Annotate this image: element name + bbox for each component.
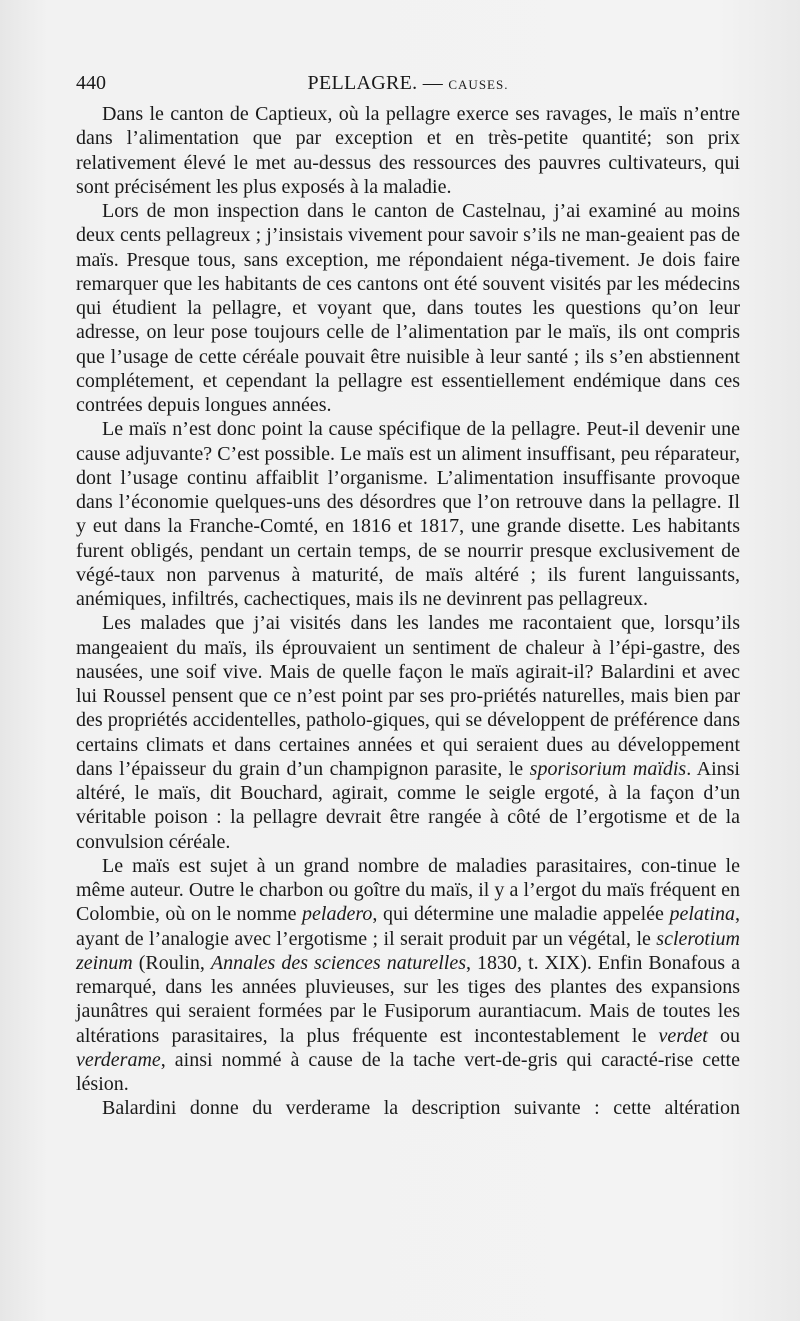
italic-term: Annales des sciences naturelles <box>210 951 466 974</box>
text-run: , ayant de l’analogie avec l’ergotisme ; il serait produit par un végétal, le <box>76 903 740 950</box>
running-head-subtitle: CAUSES. <box>448 77 509 92</box>
page-body-text <box>76 102 740 1121</box>
text-run: (Roulin, <box>132 951 211 974</box>
running-head <box>76 68 740 100</box>
text-run: Les malades que j’ai visités dans les landes me racontaient que, lorsqu’ils mangeaient du maïs, ils éprouvaient un sentiment de chaleur à l’épi-gastre, des nausées, une soif vive. Mais de quelle façon le maïs agirait-il? Balardini et avec lui Roussel pensent que ce n’est point par ses pro-priétés naturelles, mais bien par des propriétés accidentelles, patholo-giques, qui se développent de préférence dans certains climats et dans certaines années et qui seraient dues au développement dans l’épaisseur du grain d’un champignon parasite, le <box>76 612 740 780</box>
paragraph-2 <box>76 199 740 417</box>
paragraph-1 <box>76 102 740 199</box>
text-run: . Ainsi altéré, le maïs, dit Bouchard, agirait, comme le seigle ergoté, à la façon d’un véritable poison : la pellagre devrait être rangée à côté de l’ergotisme et de la convulsion céréale. <box>76 757 740 853</box>
text-run: Le maïs est sujet à un grand nombre de maladies parasitaires, con-tinue le même auteur. Outre le charbon ou goître du maïs, il y a l’ergot du maïs fréquent en Colombie, où on le nomme <box>76 854 740 926</box>
page-header <box>76 68 740 98</box>
text-run: , 1830, t. XIX). Enfin Bonafous a remarqué, dans les années pluvieuses, sur les tiges des plantes des expansions jaunâtres qui seraient formées par le Fusiporum aurantiacum. Mais de toutes les altérations parasitaires, la plus fréquente est incontestablement le <box>76 951 740 1047</box>
text-run: Balardini donne du verderame la description suivante : cette altération <box>102 1097 740 1120</box>
italic-term: sporisorium maïdis <box>529 757 687 780</box>
text-run: , ainsi nommé à cause de la tache vert-de-gris qui caracté-rise cette lésion. <box>76 1048 740 1095</box>
text-run: , qui détermine une maladie appelée <box>372 903 670 926</box>
running-head-dash: — <box>422 72 444 94</box>
text-run: Le maïs n’est donc point la cause spécifique de la pellagre. Peut-il devenir une cause adjuvante? C’est possible. Le maïs est un aliment insuffisant, peu réparateur, dont l’usage continu affaiblit l’organisme. L’alimentation insuffisante provoque dans l’économie quelques-uns des désordres que l’on retrouve dans la pellagre. Il y eut dans la Franche-Comté, en 1816 et 1817, une grande disette. Les habitants furent obligés, pendant un certain temps, de se nourrir presque exclusivement de végé-taux non parvenus à maturité, de maïs altéré ; ils furent languissants, anémiques, infiltrés, cachectiques, mais ils ne devinrent pas pellagreux. <box>76 418 740 610</box>
page-number: 440 <box>76 72 106 94</box>
italic-term: verdet <box>658 1024 708 1047</box>
paragraph-6 <box>76 1096 740 1120</box>
text-run: Dans le canton de Captieux, où la pellagre exerce ses ravages, le maïs n’entre dans l’alimentation que par exception et en très-petite quantité; son prix relativement élevé le met au-dessus des ressources des pauvres cultivateurs, qui sont précisément les plus exposés à la maladie. <box>76 103 740 198</box>
paragraph-4 <box>76 611 740 854</box>
paragraph-5 <box>76 854 740 1097</box>
italic-term: verderame <box>76 1048 161 1071</box>
italic-term: pelatina <box>669 903 735 926</box>
italic-term: sclerotium zeinum <box>76 927 740 974</box>
running-head-title: PELLAGRE. <box>307 72 418 94</box>
text-run: Lors de mon inspection dans le canton de Castelnau, j’ai examiné au moins deux cents pellagreux ; j’insistais vivement pour savoir s’ils ne man-geaient pas de maïs. Presque tous, sans exception, me répondaient néga-tivement. Je dois faire remarquer que les habitants de ces cantons ont été souvent visités par les médecins qui étudient la pellagre, et voyant que, dans toutes les questions qu’on leur adresse, on leur pose toujours celle de l’alimentation par le maïs, ils ont compris que l’usage de cette céréale pouvait être nuisible à leur santé ; ils s’en abstiennent complétement, et cependant la pellagre est essentiellement endémique dans ces contrées depuis longues années. <box>76 200 740 416</box>
text-run: ou <box>707 1024 740 1047</box>
paragraph-3 <box>76 417 740 611</box>
italic-term: peladero <box>302 903 373 926</box>
